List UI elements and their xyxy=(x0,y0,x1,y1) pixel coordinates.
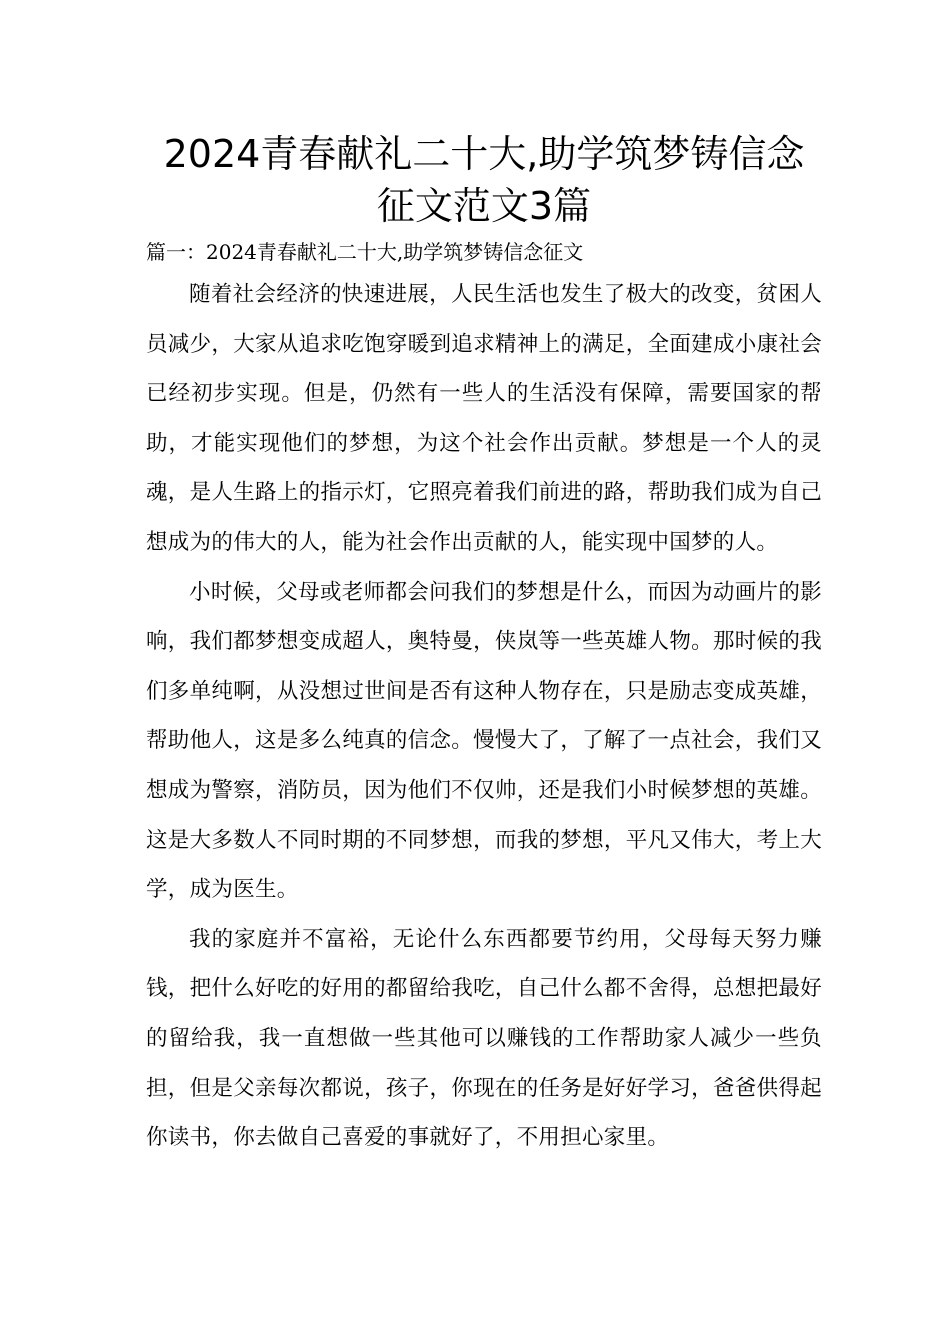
title-line-2: 征文范文3篇 xyxy=(376,184,592,228)
paragraph-2: 小时候，父母或老师都会问我们的梦想是什么，而因为动画片的影响，我们都梦想变成超人，奥特曼，侠岚等一些英雄人物。那时候的我们多单纯啊，从没想过世间是否有这种人物存在，只是励志变成英雄，帮助他人，这是多么纯真的信念。慢慢大了，了解了一点社会，我们又想成为警察，消防员，因为他们不仅帅，还是我们小时候梦想的英雄。这是大多数人不同时期的不同梦想，而我的梦想，平凡又伟大，考上大学，成为医生。 xyxy=(146,579,822,903)
paragraph-3: 我的家庭并不富裕，无论什么东西都要节约用，父母每天努力赚钱，把什么好吃的好用的都留给我吃，自己什么都不舍得，总想把最好的留给我，我一直想做一些其他可以赚钱的工作帮助家人减少一些负担，但是父亲每次都说，孩子，你现在的任务是好好学习，爸爸供得起你读书，你去做自己喜爱的事就好了，不用担心家里。 xyxy=(146,926,822,1151)
document-page xyxy=(146,128,822,1163)
section-heading: 篇一：2024青春献礼二十大,助学筑梦铸信念征文 xyxy=(146,240,584,264)
title-line-1: 2024青春献礼二十大,助学筑梦铸信念 xyxy=(163,132,805,176)
paragraph-1: 随着社会经济的快速进展，人民生活也发生了极大的改变，贫困人员减少，大家从追求吃饱穿暖到追求精神上的满足，全面建成小康社会已经初步实现。但是，仍然有一些人的生活没有保障，需要国家的帮助，才能实现他们的梦想，为这个社会作出贡献。梦想是一个人的灵魂，是人生路上的指示灯，它照亮着我们前进的路，帮助我们成为自己想成为的伟大的人，能为社会作出贡献的人，能实现中国梦的人。 xyxy=(146,282,822,555)
document-title xyxy=(146,128,822,232)
